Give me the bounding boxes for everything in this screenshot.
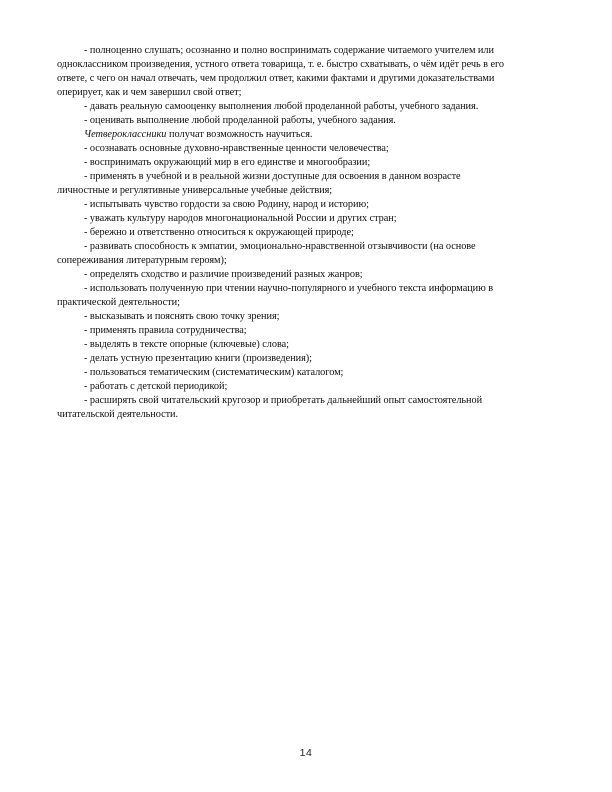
paragraph-listening: - полноценно слушать; осознанно и полно воспринимать содержание читаемого учителем или одноклассником произведения, устного ответа товарища, т. е. быстро схватывать, о чём идёт речь в его ответе, с чего он начал отвечать, чем продолжил ответ, какими фактами и другими доказательствами оперирует, как и чем завершил свой ответ; — [57, 45, 505, 98]
list-item: - применять в учебной и в реальной жизни доступные для освоения в данном возрасте личностные и регулятивные универсальные учебные действия; — [57, 171, 461, 196]
list-item: - применять правила сотрудничества; — [84, 325, 247, 336]
page-number: 14 — [299, 747, 313, 759]
list-item: - выделять в тексте опорные (ключевые) слова; — [84, 339, 289, 350]
list-item: - работать с детской периодикой; — [84, 381, 228, 392]
section-heading — [57, 128, 513, 142]
page-body — [57, 44, 513, 422]
list-item: - расширять свой читательский кругозор и приобретать дальнейший опыт самостоятельной читательской деятельности. — [57, 395, 483, 420]
section-heading-italic: Четвероклассники — [84, 129, 167, 140]
list-item: - осознавать основные духовно-нравственные ценности человечества; — [84, 143, 389, 154]
list-item: - делать устную презентацию книги (произведения); — [84, 353, 312, 364]
paragraph-evaluate-work: - оценивать выполнение любой проделанной работы, учебного задания. — [84, 115, 396, 126]
list-item: - пользоваться тематическим (систематическим) каталогом; — [84, 367, 344, 378]
list-item: - уважать культуру народов многонациональной России и других стран; — [84, 213, 397, 224]
list-item: - бережно и ответственно относиться к окружающей природе; — [84, 227, 354, 238]
list-item: - высказывать и пояснять свою точку зрения; — [84, 311, 280, 322]
section-heading-rest: получат возможность научиться. — [166, 129, 313, 140]
paragraph-self-assessment: - давать реальную самооценку выполнения любой проделанной работы, учебного задания. — [84, 101, 479, 112]
list-item: - воспринимать окружающий мир в его единстве и многообразии; — [84, 157, 371, 168]
list-item: - развивать способность к эмпатии, эмоционально-нравственной отзывчивости (на основе сопереживания литературным героям); — [57, 241, 476, 266]
list-item: - испытывать чувство гордости за свою Родину, народ и историю; — [84, 199, 369, 210]
list-item: - определять сходство и различие произведений разных жанров; — [84, 269, 363, 280]
list-item: - использовать полученную при чтении научно-популярного и учебного текста информацию в практической деятельности; — [57, 283, 494, 308]
